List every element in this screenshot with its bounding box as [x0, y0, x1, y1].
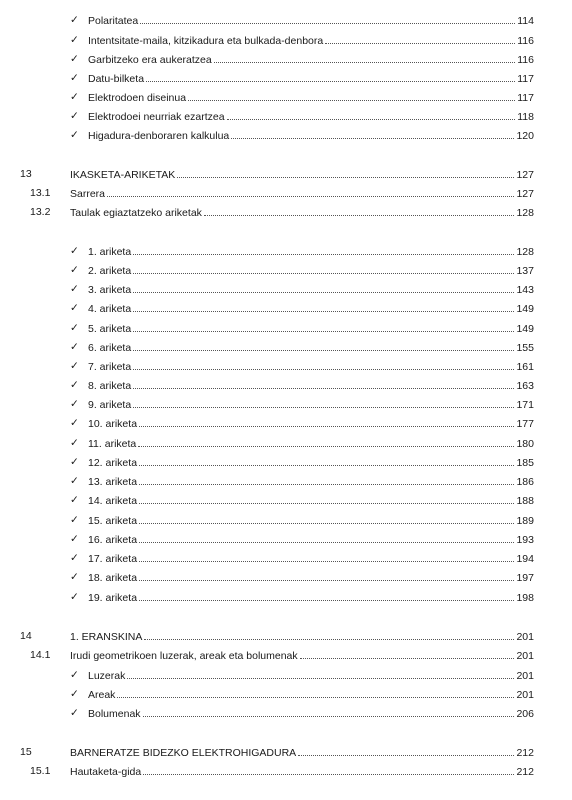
dot-leader	[139, 571, 514, 581]
checkmark-icon: ✓	[70, 707, 79, 719]
toc-entry-page: 193	[516, 534, 534, 546]
toc-entry-page: 128	[516, 246, 534, 258]
checkmark-icon: ✓	[70, 475, 79, 487]
toc-entry-title: Areak	[88, 689, 116, 701]
toc-entry-title: 14. ariketa	[88, 495, 138, 507]
dot-leader	[139, 494, 514, 504]
toc-entry-page: 197	[516, 572, 534, 584]
toc-entry-page: 127	[516, 188, 534, 200]
toc-entry[interactable]	[0, 765, 572, 779]
toc-entry-page: 127	[516, 169, 534, 181]
toc-entry-title: 16. ariketa	[88, 534, 138, 546]
toc-entry[interactable]	[0, 746, 572, 760]
toc-entry[interactable]	[0, 533, 572, 547]
dot-leader	[133, 264, 514, 274]
toc-entry[interactable]	[0, 72, 572, 86]
dot-leader	[214, 53, 516, 63]
checkmark-icon: ✓	[70, 688, 79, 700]
dot-leader	[133, 341, 514, 351]
toc-entry[interactable]	[0, 14, 572, 28]
dot-leader	[140, 14, 515, 24]
toc-entry-title: 1. ariketa	[88, 246, 132, 258]
toc-entry-title: 1. ERANSKINA	[70, 631, 143, 643]
toc-entry-page: 171	[516, 399, 534, 411]
toc-entry[interactable]	[0, 245, 572, 259]
dot-leader	[117, 688, 514, 698]
toc-entry-title: IKASKETA-ARIKETAK	[70, 169, 176, 181]
dot-leader	[139, 456, 514, 466]
toc-entry-title: Higadura-denboraren kalkulua	[88, 130, 230, 142]
checkmark-icon: ✓	[70, 514, 79, 526]
toc-entry[interactable]	[0, 187, 572, 201]
checkmark-icon: ✓	[70, 571, 79, 583]
toc-entry-title: BARNERATZE BIDEZKO ELEKTROHIGADURA	[70, 747, 297, 759]
toc-entry-page: 128	[516, 207, 534, 219]
checkmark-icon: ✓	[70, 552, 79, 564]
checkmark-icon: ✓	[70, 34, 79, 46]
toc-entry[interactable]	[0, 264, 572, 278]
toc-entry-page: 117	[517, 92, 534, 104]
checkmark-icon: ✓	[70, 417, 79, 429]
toc-entry[interactable]	[0, 360, 572, 374]
dot-leader	[298, 746, 514, 756]
toc-entry-title: 12. ariketa	[88, 457, 138, 469]
dot-leader	[204, 206, 515, 216]
dot-leader	[133, 245, 514, 255]
dot-leader	[133, 302, 514, 312]
dot-leader	[133, 360, 514, 370]
toc-entry-number: 14	[20, 630, 32, 642]
checkmark-icon: ✓	[70, 322, 79, 334]
toc-entry[interactable]	[0, 417, 572, 431]
toc-entry-title: Intentsitate-maila, kitzikadura eta bulkada-denbora	[88, 35, 324, 47]
toc-entry-page: 137	[516, 265, 534, 277]
toc-entry-page: 149	[516, 303, 534, 315]
toc-entry-title: 15. ariketa	[88, 515, 138, 527]
checkmark-icon: ✓	[70, 245, 79, 257]
toc-entry-number: 15.1	[30, 765, 51, 777]
toc-entry-title: Hautaketa-gida	[70, 766, 142, 778]
checkmark-icon: ✓	[70, 591, 79, 603]
toc-entry-page: 201	[516, 670, 534, 682]
toc-entry-page: 114	[517, 15, 534, 27]
toc-entry-number: 15	[20, 746, 32, 758]
toc-entry-page: 186	[516, 476, 534, 488]
toc-entry[interactable]	[0, 398, 572, 412]
toc-entry-page: 155	[516, 342, 534, 354]
toc-entry-page: 149	[516, 323, 534, 335]
checkmark-icon: ✓	[70, 456, 79, 468]
dot-leader	[325, 34, 515, 44]
toc-entry-title: Polaritatea	[88, 15, 139, 27]
toc-entry-page: 143	[516, 284, 534, 296]
toc-entry[interactable]	[0, 302, 572, 316]
checkmark-icon: ✓	[70, 360, 79, 372]
dot-leader	[231, 129, 514, 139]
toc-entry-title: 8. ariketa	[88, 380, 132, 392]
toc-entry-title: Elektrodoei neurriak ezartzea	[88, 111, 225, 123]
dot-leader	[188, 91, 515, 101]
toc-entry-page: 117	[517, 73, 534, 85]
dot-leader	[143, 707, 515, 717]
dot-leader	[139, 591, 514, 601]
toc-entry[interactable]	[0, 322, 572, 336]
checkmark-icon: ✓	[70, 72, 79, 84]
toc-entry-page: 188	[516, 495, 534, 507]
toc-entry[interactable]	[0, 110, 572, 124]
checkmark-icon: ✓	[70, 437, 79, 449]
toc-entry-page: 185	[516, 457, 534, 469]
toc-entry-page: 206	[516, 708, 534, 720]
toc-entry[interactable]	[0, 591, 572, 605]
toc-entry[interactable]	[0, 437, 572, 451]
checkmark-icon: ✓	[70, 379, 79, 391]
dot-leader	[107, 187, 514, 197]
toc-entry-title: Taulak egiaztatzeko ariketak	[70, 207, 202, 219]
dot-leader	[177, 168, 514, 178]
toc-entry-page: 201	[516, 650, 534, 662]
toc-entry-number: 14.1	[30, 649, 51, 661]
dot-leader	[133, 322, 514, 332]
dot-leader	[133, 283, 514, 293]
toc-entry-number: 13.2	[30, 206, 51, 218]
toc-entry[interactable]	[0, 514, 572, 528]
toc-entry[interactable]	[0, 649, 572, 663]
toc-entry[interactable]	[0, 53, 572, 67]
toc-entry-title: Bolumenak	[88, 708, 141, 720]
toc-entry-page: 163	[516, 380, 534, 392]
toc-entry[interactable]	[0, 129, 572, 143]
checkmark-icon: ✓	[70, 494, 79, 506]
toc-entry-page: 161	[516, 361, 534, 373]
checkmark-icon: ✓	[70, 398, 79, 410]
checkmark-icon: ✓	[70, 283, 79, 295]
toc-entry-page: 189	[516, 515, 534, 527]
checkmark-icon: ✓	[70, 129, 79, 141]
checkmark-icon: ✓	[70, 53, 79, 65]
toc-entry[interactable]	[0, 688, 572, 702]
toc-entry-title: 6. ariketa	[88, 342, 132, 354]
checkmark-icon: ✓	[70, 302, 79, 314]
dot-leader	[139, 533, 514, 543]
toc-entry-title: 17. ariketa	[88, 553, 138, 565]
dot-leader	[139, 514, 514, 524]
dot-leader	[146, 72, 515, 82]
toc-entry-page: 198	[516, 592, 534, 604]
toc-entry[interactable]	[0, 34, 572, 48]
checkmark-icon: ✓	[70, 341, 79, 353]
toc-entry-title: 5. ariketa	[88, 323, 132, 335]
checkmark-icon: ✓	[70, 14, 79, 26]
toc-entry-page: 120	[516, 130, 534, 142]
dot-leader	[133, 398, 514, 408]
checkmark-icon: ✓	[70, 91, 79, 103]
checkmark-icon: ✓	[70, 669, 79, 681]
toc-entry-title: 3. ariketa	[88, 284, 132, 296]
toc-entry-page: 180	[516, 438, 534, 450]
dot-leader	[139, 475, 514, 485]
toc-entry-page: 118	[517, 111, 534, 123]
toc-entry-title: 18. ariketa	[88, 572, 138, 584]
toc-entry-title: Irudi geometrikoen luzerak, areak eta bolumenak	[70, 650, 298, 662]
toc-entry[interactable]	[0, 206, 572, 220]
toc-entry[interactable]	[0, 379, 572, 393]
toc-entry-page: 212	[516, 766, 534, 778]
toc-entry-page: 201	[516, 631, 534, 643]
dot-leader	[300, 649, 515, 659]
toc-entry-title: 13. ariketa	[88, 476, 138, 488]
toc-entry-title: 19. ariketa	[88, 592, 138, 604]
dot-leader	[143, 765, 514, 775]
toc-entry[interactable]	[0, 91, 572, 105]
toc-entry-title: 7. ariketa	[88, 361, 132, 373]
toc-entry-title: 9. ariketa	[88, 399, 132, 411]
toc-entry[interactable]	[0, 456, 572, 470]
toc-entry[interactable]	[0, 571, 572, 585]
dot-leader	[133, 379, 514, 389]
toc-entry-title: 10. ariketa	[88, 418, 138, 430]
toc-entry-title: 11. ariketa	[88, 438, 137, 450]
toc-entry-number: 13.1	[30, 187, 51, 199]
checkmark-icon: ✓	[70, 533, 79, 545]
toc-entry-title: 2. ariketa	[88, 265, 132, 277]
dot-leader	[144, 630, 514, 640]
toc-entry-title: Datu-bilketa	[88, 73, 145, 85]
toc-entry[interactable]	[0, 669, 572, 683]
checkmark-icon: ✓	[70, 110, 79, 122]
toc-entry[interactable]	[0, 552, 572, 566]
toc-entry[interactable]	[0, 475, 572, 489]
toc-entry-title: Garbitzeko era aukeratzea	[88, 54, 212, 66]
toc-entry[interactable]	[0, 168, 572, 182]
toc-entry-page: 201	[516, 689, 534, 701]
toc-entry-page: 212	[516, 747, 534, 759]
toc-entry-page: 116	[517, 35, 534, 47]
toc-entry-title: Sarrera	[70, 188, 106, 200]
dot-leader	[138, 437, 514, 447]
toc-entry-page: 177	[516, 418, 534, 430]
toc-entry-title: 4. ariketa	[88, 303, 132, 315]
toc-entry-title: Luzerak	[88, 670, 126, 682]
toc-entry-number: 13	[20, 168, 32, 180]
dot-leader	[139, 417, 514, 427]
toc-entry-page: 194	[516, 553, 534, 565]
dot-leader	[127, 669, 514, 679]
toc-entry[interactable]	[0, 341, 572, 355]
toc-entry[interactable]	[0, 707, 572, 721]
toc-entry[interactable]	[0, 494, 572, 508]
toc-entry-page: 116	[517, 54, 534, 66]
toc-entry[interactable]	[0, 283, 572, 297]
checkmark-icon: ✓	[70, 264, 79, 276]
dot-leader	[139, 552, 514, 562]
toc-entry[interactable]	[0, 630, 572, 644]
dot-leader	[227, 110, 516, 120]
toc-entry-title: Elektrodoen diseinua	[88, 92, 187, 104]
